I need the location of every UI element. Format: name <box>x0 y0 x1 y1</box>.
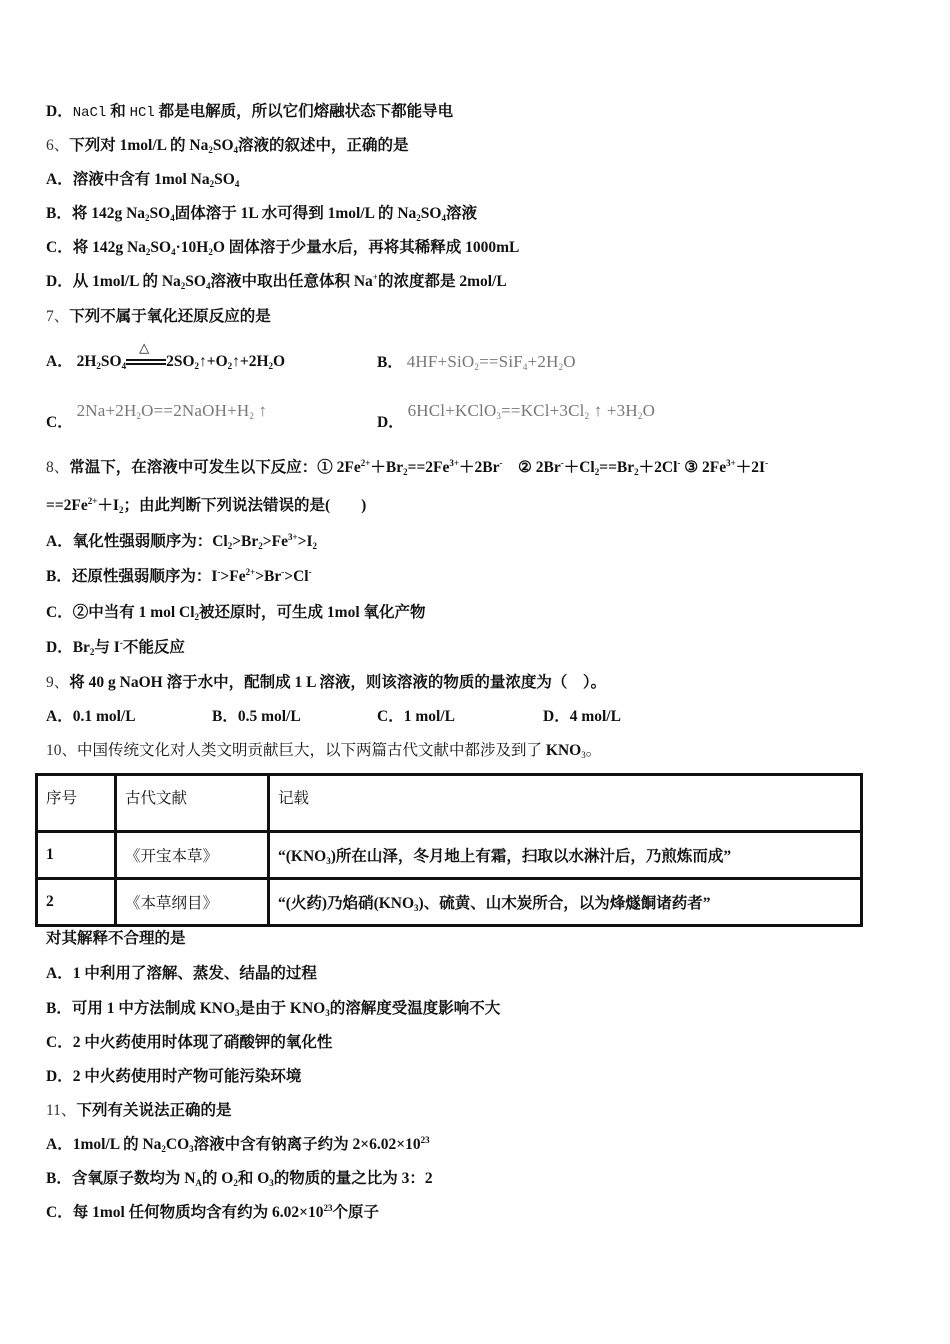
delta-icon: △ <box>139 340 150 356</box>
q11-option-a[interactable] <box>46 1135 430 1155</box>
text: 被还原时，可生成 1mol 氧化产物 <box>199 604 426 621</box>
text: 0.5 mol/L <box>237 708 301 725</box>
text: 和 O <box>237 1170 270 1187</box>
subscript: 2 <box>208 145 213 155</box>
q9-option-c[interactable] <box>377 707 455 727</box>
text: 从 1mol/L 的 Na <box>72 273 181 290</box>
text: 每 1mol 任何物质均含有约为 6.02×10 <box>72 1204 324 1221</box>
subscript: 2 <box>233 1178 238 1188</box>
text: ＋2I <box>735 459 766 476</box>
text: 对其解释不合理的是 <box>46 930 186 947</box>
subscript: 4 <box>234 179 240 189</box>
text: SO <box>150 239 172 256</box>
text: 0.1 mol/L <box>72 708 136 725</box>
subscript: 3 <box>496 411 502 421</box>
subscript: 2 <box>637 411 643 421</box>
text: 含氧原子数均为 N <box>71 1170 196 1187</box>
text: ·10H <box>175 239 209 256</box>
superscript: - <box>560 458 564 468</box>
text: 将 142g Na <box>72 239 146 256</box>
superscript: - <box>281 567 285 577</box>
text: SO <box>214 171 235 188</box>
subscript: 3 <box>326 856 331 866</box>
subscript: 2 <box>268 361 274 371</box>
subscript: 4 <box>233 145 239 155</box>
subscript: 2 <box>403 467 408 477</box>
text: 氧化性强弱顺序为：Cl <box>72 533 228 550</box>
option-label: D． <box>46 1068 73 1085</box>
text: 2SO <box>166 353 195 370</box>
table-row <box>37 832 862 879</box>
q8-option-a[interactable] <box>46 532 317 552</box>
option-label: A． <box>46 533 73 550</box>
question-number: 11、 <box>46 1102 77 1119</box>
subscript: 4 <box>171 247 176 257</box>
q10-after-table <box>46 929 186 949</box>
option-label: B． <box>46 568 72 585</box>
text: O <box>563 352 576 371</box>
text: ＋Cl <box>563 459 595 476</box>
q9-option-b[interactable] <box>212 707 301 727</box>
text: ＋Br <box>370 459 404 476</box>
text: 下列有关说法正确的是 <box>76 1102 232 1119</box>
text: 溶液中取出任意体积 Na <box>210 273 373 290</box>
superscript: 3+ <box>287 532 298 542</box>
q6-option-a[interactable] <box>46 170 239 190</box>
superscript: - <box>217 567 221 577</box>
option-label: C． <box>46 239 73 256</box>
text: 与 I <box>94 639 120 656</box>
cell-book: 《本草纲目》 <box>116 879 269 926</box>
subscript: 2 <box>312 541 317 551</box>
question-number: 7、 <box>46 308 70 325</box>
option-label: D． <box>46 103 73 120</box>
subscript: 2 <box>249 411 255 421</box>
heat-equals-sign <box>126 340 166 369</box>
text: 下列对 1mol/L 的 Na <box>69 137 209 154</box>
superscript: - <box>308 567 312 577</box>
subscript: 4 <box>205 281 211 291</box>
subscript: 2 <box>558 362 564 372</box>
text: ↑+O <box>199 353 228 370</box>
subscript: 2 <box>194 612 200 622</box>
q11-stem <box>46 1101 231 1121</box>
cell-no: 1 <box>37 832 116 879</box>
text: 不能反应 <box>122 639 185 656</box>
q8-option-d[interactable] <box>46 638 185 658</box>
q7-option-b[interactable] <box>377 352 576 373</box>
text: 可用 1 中方法制成 KNO <box>71 1000 236 1017</box>
option-label: D． <box>377 414 404 431</box>
subscript: 3 <box>269 1178 274 1188</box>
option-label: D． <box>46 639 73 656</box>
subscript: 2 <box>258 541 263 551</box>
option-label: C． <box>46 604 73 621</box>
text: ==2Fe <box>46 497 88 514</box>
superscript: - <box>499 458 503 468</box>
option-label: B． <box>46 205 72 222</box>
option-label: D． <box>46 273 73 290</box>
subscript: 3 <box>414 903 419 913</box>
text: Br <box>72 639 90 656</box>
q7-stem <box>46 307 271 327</box>
header-cell: 记载 <box>269 775 862 832</box>
text: 1 mol/L <box>403 708 455 725</box>
text: ==KCl+3Cl <box>501 401 585 420</box>
q8-stem-line2 <box>46 496 366 516</box>
text: 和 <box>106 103 130 120</box>
q6-option-d[interactable] <box>46 272 507 292</box>
text: 都是电解质，所以它们熔融状态下都能导电 <box>154 103 454 120</box>
q5-option-d <box>46 102 453 123</box>
superscript: - <box>677 458 681 468</box>
q9-option-d[interactable] <box>543 707 621 727</box>
q7-option-a[interactable] <box>46 340 286 372</box>
text: +2H <box>527 352 559 371</box>
text: “(KNO <box>278 848 327 865</box>
text: 下列不属于氧化还原反应的是 <box>69 308 271 325</box>
text: 6HCl+KClO <box>407 401 497 420</box>
text: >Fe <box>220 568 246 585</box>
formula-image <box>408 401 655 420</box>
text: O==2NaOH+H <box>141 401 250 420</box>
q8-stem-line1 <box>46 458 768 478</box>
text: ==SiF <box>479 352 523 371</box>
text: NaCl <box>72 105 107 121</box>
text: 将 142g Na <box>71 205 146 222</box>
text: CO <box>165 1136 190 1153</box>
text: ↑ <box>258 401 268 420</box>
text: 固体溶于 1L 水可得到 1mol/L 的 Na <box>174 205 417 222</box>
text: 溶液的叙述中，正确的是 <box>238 137 409 154</box>
text: KNO <box>545 742 582 759</box>
question-number: 8、 <box>46 459 70 476</box>
text: 溶液中含有 1mol Na <box>72 171 210 188</box>
option-label: D． <box>543 708 570 725</box>
cell-book: 《开宝本草》 <box>116 832 269 879</box>
subscript: 2 <box>227 541 233 551</box>
text: 2H <box>76 353 97 370</box>
subscript: 2 <box>145 213 150 223</box>
subscript: 2 <box>180 281 186 291</box>
text: ==2Fe <box>407 459 450 476</box>
subscript: 3 <box>235 1008 240 1018</box>
q9-stem <box>46 673 606 693</box>
text: SO <box>212 137 234 154</box>
option-label: A． <box>46 353 73 370</box>
cell-record <box>269 832 862 879</box>
superscript: - <box>765 458 769 468</box>
cell-no: 2 <box>37 879 116 926</box>
table-header-row <box>37 775 862 832</box>
text: 个原子 <box>332 1204 380 1221</box>
option-label: A． <box>46 965 73 982</box>
text: 是由于 KNO <box>239 1000 326 1017</box>
text: ②中当有 1 mol Cl <box>72 604 195 621</box>
q11-option-b[interactable] <box>46 1169 433 1189</box>
option-label: C． <box>377 708 404 725</box>
superscript: 2+ <box>360 458 371 468</box>
kno3-literature-table <box>35 773 863 927</box>
subscript: 2 <box>416 213 421 223</box>
text: ② 2Br <box>517 459 561 476</box>
text: ；由此判断下列说法错误的是( ) <box>123 497 367 514</box>
subscript: 4 <box>522 362 528 372</box>
q7-option-c[interactable] <box>46 401 268 433</box>
q6-option-b[interactable] <box>46 204 477 224</box>
superscript: 2+ <box>87 496 98 506</box>
text: >I <box>297 533 313 550</box>
text: 的溶解度受温度影响不大 <box>329 1000 501 1017</box>
text: ==Br <box>599 459 635 476</box>
subscript: 2 <box>209 179 215 189</box>
subscript: 2 <box>136 411 142 421</box>
text: 的浓度都是 2mol/L <box>377 273 507 290</box>
table-row <box>37 879 862 926</box>
text: >Cl <box>284 568 309 585</box>
text: )、硫黄、山木炭所合，以为烽燧餇诸药者” <box>418 895 711 912</box>
subscript: 2 <box>208 247 213 257</box>
option-label: C． <box>46 1204 73 1221</box>
subscript: 3 <box>325 1008 330 1018</box>
subscript: 2 <box>584 411 590 421</box>
q9-option-a[interactable] <box>46 707 136 727</box>
formula-image <box>77 401 268 420</box>
text: 4HF+SiO <box>406 352 475 371</box>
text: 溶液中含有钠离子约为 2×6.02×10 <box>193 1136 421 1153</box>
option-label: B． <box>46 1000 72 1017</box>
q10-option-b[interactable] <box>46 999 500 1019</box>
text: SO <box>149 205 171 222</box>
text: 的 O <box>201 1170 234 1187</box>
text: ③ 2Fe <box>680 459 727 476</box>
q10-option-d[interactable] <box>46 1067 301 1087</box>
option-label: C． <box>46 1034 73 1051</box>
subscript: 2 <box>89 647 95 657</box>
question-number: 10、 <box>46 742 78 759</box>
cell-record <box>269 879 862 926</box>
superscript: + <box>372 272 378 282</box>
superscript: 3+ <box>726 458 736 468</box>
q10-stem <box>46 741 601 761</box>
text: 将 40 g NaOH 溶于水中，配制成 1 L 溶液，则该溶液的物质的量浓度为（ ）。 <box>69 674 607 691</box>
option-label: B． <box>212 708 238 725</box>
text: ＋2Cl <box>638 459 678 476</box>
subscript: 2 <box>227 361 233 371</box>
subscript: 2 <box>118 505 124 515</box>
text: ＋I <box>97 497 119 514</box>
option-label: C． <box>46 414 73 431</box>
option-label: A． <box>46 708 73 725</box>
question-number: 6、 <box>46 137 70 154</box>
text: 1 中利用了溶解、蒸发、结晶的过程 <box>72 965 317 982</box>
text: “(火药)乃焰硝(KNO <box>278 895 415 912</box>
subscript: 3 <box>189 1144 194 1154</box>
option-label: A． <box>46 171 73 188</box>
subscript: 2 <box>145 247 151 257</box>
subscript: A <box>195 1178 202 1188</box>
text: >Br <box>255 568 282 585</box>
text: SO <box>185 273 206 290</box>
q10-option-c[interactable] <box>46 1033 332 1053</box>
q11-option-c[interactable] <box>46 1203 379 1223</box>
text: 常温下，在溶液中可发生以下反应：① 2Fe <box>69 459 361 476</box>
text: ↑ +3H <box>593 401 638 420</box>
text: O <box>642 401 656 420</box>
text: 4 mol/L <box>569 708 621 725</box>
header-cell: 序号 <box>37 775 116 832</box>
text: ＋2Br <box>459 459 500 476</box>
subscript: 2 <box>474 362 480 372</box>
text: HCl <box>129 105 155 121</box>
text: 中国传统文化对人类文明贡献巨大，以下两篇古代文献中都涉及到了 <box>77 742 546 759</box>
text: 。 <box>585 742 602 759</box>
text: ↑+2H <box>232 353 269 370</box>
text: SO <box>420 205 442 222</box>
subscript: 2 <box>96 361 101 371</box>
option-label: A． <box>46 1136 73 1153</box>
subscript: 2 <box>161 1144 166 1154</box>
option-label: B． <box>46 1170 72 1187</box>
text: >Fe <box>262 533 288 550</box>
subscript: 4 <box>441 213 446 223</box>
subscript: 2 <box>194 361 200 371</box>
superscript: 3+ <box>449 458 460 468</box>
text: )所在山泽，冬月地上有霜，扫取以水淋汁后，乃煎炼而成” <box>330 848 732 865</box>
superscript: 23 <box>420 1135 430 1145</box>
superscript: 2+ <box>245 567 256 577</box>
text: 2Na+2H <box>76 401 137 420</box>
q6-option-c[interactable] <box>46 238 519 258</box>
text: O <box>273 353 286 370</box>
q8-option-c[interactable] <box>46 603 426 623</box>
text: >Br <box>232 533 259 550</box>
q10-option-a[interactable] <box>46 964 317 984</box>
text: 2 中火药使用时产物可能污染环境 <box>72 1068 302 1085</box>
superscript: 23 <box>323 1203 333 1213</box>
text: 2 中火药使用时体现了硝酸钾的氧化性 <box>72 1034 333 1051</box>
question-number: 9、 <box>46 674 70 691</box>
subscript: 4 <box>121 361 127 371</box>
subscript: 4 <box>170 213 175 223</box>
header-cell: 古代文献 <box>116 775 269 832</box>
q7-option-d[interactable] <box>377 401 656 433</box>
text: 1mol/L 的 Na <box>72 1136 162 1153</box>
text: O 固体溶于少量水后，再将其稀释成 1000mL <box>212 239 520 256</box>
subscript: 2 <box>594 467 600 477</box>
superscript: - <box>119 638 123 648</box>
q8-option-b[interactable] <box>46 567 312 587</box>
q6-stem <box>46 136 409 156</box>
option-label: B． <box>377 354 403 371</box>
subscript: 3 <box>581 750 586 760</box>
subscript: 2 <box>634 467 639 477</box>
text: 的物质的量之比为 3：2 <box>273 1170 433 1187</box>
text: SO <box>100 353 122 370</box>
text: 还原性强弱顺序为：I <box>71 568 218 585</box>
formula-image <box>407 352 576 371</box>
text: 溶液 <box>445 205 477 222</box>
